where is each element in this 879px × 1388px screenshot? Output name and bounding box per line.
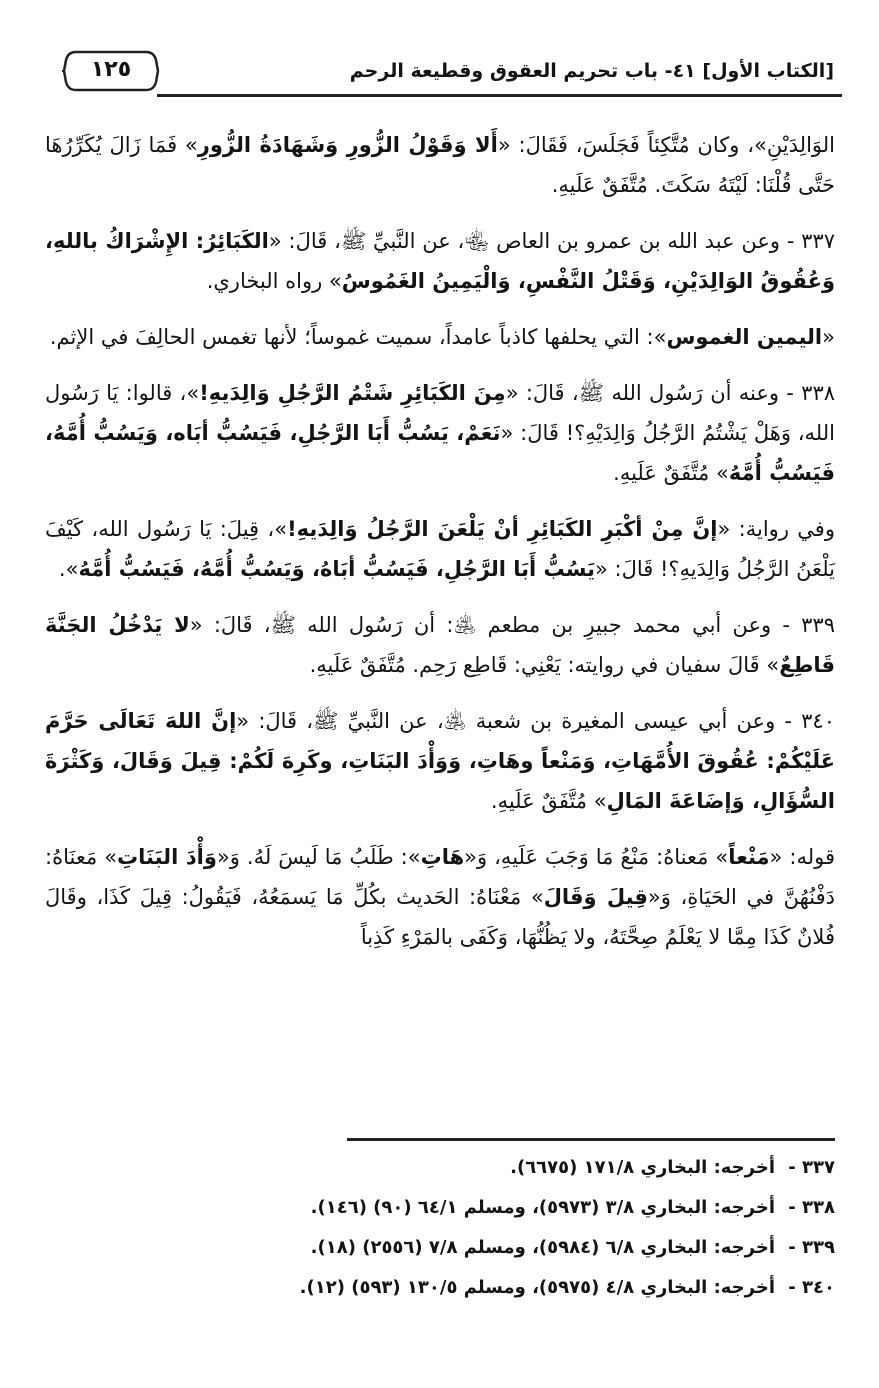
text-run: »: التي يحلفها كاذباً عامداً، سميت غموساً؛ لأنها تغمس الحالِفَ في الإثم. [49, 325, 667, 349]
footnote-number: ٣٣٧ - [788, 1157, 835, 1178]
text-run: ٣٣٨ - وعنه أن رَسُول الله ﷺ، قَالَ: « [505, 381, 836, 405]
hadith-340 [45, 701, 835, 821]
hadith-337 [45, 221, 835, 301]
text-run: ٣٣٧ - وعن عبد الله بن عمرو بن العاص ﵄، عن النَّبيِّ ﷺ، قَالَ: « [268, 229, 835, 253]
explanation-340 [45, 837, 835, 957]
footnote-340 [45, 1270, 835, 1306]
text-run: ٣٤٠ - وعن أبي عيسى المغيرة بن شعبة ﵁، عن النَّبيِّ ﷺ، قَالَ: « [236, 709, 835, 733]
footnote-text: أخرجه: البخاري ٣/٨ (٥٩٧٣)، ومسلم ٦٤/١ (٩٠) (١٤٦). [310, 1197, 775, 1218]
hadith-338 [45, 373, 835, 493]
defined-term: اليمين الغموس [666, 325, 823, 349]
text-run: »: طَلَبُ مَا لَيسَ لَهُ. وَ« [216, 845, 421, 869]
footnote-339 [45, 1230, 835, 1266]
hadith-text: يَسُبُّ أَبَا الرَّجُلِ، فَيَسُبُّ أبَاهُ، وَيَسُبُّ أُمَّهُ، فَيَسُبُّ أُمَّهُ [78, 557, 595, 581]
text-run: وفي رواية: « [717, 517, 835, 541]
hadith-text: الكَبَائِرُ: الإِشْرَاكُ باللهِ، وَعُقُوقُ الوَالِدَيْنِ، وَقَتْلُ النَّفْسِ، وَالْيَمِينُ الغَمُوسُ [45, 229, 835, 293]
text-run: ». [58, 557, 79, 581]
explanation-ghamus [45, 317, 835, 357]
hadith-text: نَعَمْ، يَسُبُّ أَبَا الرَّجُلِ، فَيَسُبُّ أبَاه، وَيَسُبُّ أُمَّهُ، فَيَسُبُّ أُمَّهُ [45, 421, 835, 485]
hadith-text: أَلا وَقَوْلُ الزُّورِ وَشَهَادَةُ الزُّورِ [197, 133, 498, 157]
footnote-number: ٣٣٩ - [788, 1237, 835, 1258]
footnote-text: أخرجه: البخاري ٦/٨ (٥٩٨٤)، ومسلم ٧/٨ (٢٥٥٦) (١٨). [310, 1237, 775, 1258]
footnote-number: ٣٤٠ - [788, 1277, 835, 1298]
text-run: » فَمَا زَالَ يُكَرِّرُهَا حَتَّى قُلْنَا: لَيْتَهُ سَكَتَ. مُتَّفَقٌ عَلَيهِ. [45, 133, 835, 197]
hadith-text: مِنَ الكَبَائِرِ شَتْمُ الرَّجُلِ وَالِدَيهِ! [199, 381, 506, 405]
text-run: الوَالِدَيْنِ»، وكان مُتَّكِئاً فَجَلَسَ، فَقَالَ: « [497, 133, 835, 157]
defined-term: وَأْدَ البَنَاتِ [117, 845, 217, 869]
text-run: » مَعناهُ: مَنْعُ مَا وَجَبَ عَلَيهِ، وَ« [464, 845, 729, 869]
defined-term: قِيلَ وَقَالَ [543, 885, 648, 909]
defined-term: هَاتِ [420, 845, 465, 869]
text-run: » مُتَّفَقٌ عَلَيهِ. [490, 789, 607, 813]
page-number: ١٢٥ [90, 57, 132, 82]
header-rule [157, 94, 842, 97]
main-text [45, 125, 835, 973]
text-run: » مُتَّفَقٌ عَلَيهِ. [613, 461, 729, 485]
footnote-text: أخرجه: البخاري ٤/٨ (٥٩٧٥)، ومسلم ١٣٠/٥ (٥٩٣) (١٢). [299, 1277, 775, 1298]
text-run: » قَالَ سفيان في روايته: يَعْنِي: قَاطِع رَحِم. مُتَّفَقٌ عَلَيهِ. [309, 653, 780, 677]
defined-term: مَنْعاً [728, 845, 770, 869]
text-run: »، قِيلَ: يَا رَسُول الله، كَيْفَ يَلْعَنُ الرَّجُلُ وَالِدَيهِ؟! قَالَ: « [45, 517, 835, 581]
footnote-338 [45, 1190, 835, 1226]
hadith-text: لا يَدْخُلُ الجَنَّةَ قَاطِعٌ [45, 613, 835, 677]
text-run: » رواه البخاري. [206, 269, 342, 293]
hadith-text: إنَّ مِنْ أكْبَرِ الكَبَائِرِ أنْ يَلْعَنَ الرَّجُلُ وَالِدَيهِ! [287, 517, 718, 541]
footnote-337 [45, 1150, 835, 1186]
footnote-separator [347, 1138, 835, 1141]
page-number-frame [62, 48, 160, 94]
running-title: [الكتاب الأول] ٤١- باب تحريم العقوق وقطيعة الرحم [349, 60, 834, 82]
text-run: »، قالوا: يَا رَسُول الله، وَهَلْ يَشْتُمُ الرَّجُلُ وَالِدَيْهِ؟! قَالَ: « [45, 381, 835, 445]
hadith-text: إنَّ اللهَ تَعَالَى حَرَّمَ عَلَيْكُمْ: عُقُوقَ الأُمَّهَاتِ، وَمَنْعاً وهَاتِ، وَوَأْدَ البَنَاتِ، وكَرِهَ لَكُمْ: قِيلَ وَقَالَ، وَكَثْرَةَ السُّؤَالِ، وَإضَاعَةَ المَالِ [45, 709, 835, 813]
hadith-339 [45, 605, 835, 685]
text-run: قوله: « [769, 845, 835, 869]
page-header [62, 42, 842, 100]
text-run: » مَعْنَاهُ: الحَديث بكُلِّ مَا يَسمَعُهُ، فَيَقُولُ: قِيلَ كَذَا، وقَالَ فُلانٌ كَذَا مِمَّا لا يَعْلَمُ صِحَّتَهُ، ولا يَظُنُّهَا، وَكَفَى بالمَرْءِ كَذِباً [45, 885, 835, 949]
text-run: « [822, 325, 835, 349]
footnote-number: ٣٣٨ - [788, 1197, 835, 1218]
text-run: ٣٣٩ - وعن أبي محمد جبيرِ بن مطعم ﵁: أن رَسُول الله ﷺ، قَالَ: « [189, 613, 835, 637]
footnote-text: أخرجه: البخاري ١٧١/٨ (٦٦٧٥). [510, 1157, 775, 1178]
footnotes [45, 1150, 835, 1310]
hadith-338-variant [45, 509, 835, 589]
paragraph-continuation [45, 125, 835, 205]
text-run: » مَعنَاهُ: دَفْنُهُنَّ في الحَيَاةِ، وَ« [45, 845, 835, 909]
